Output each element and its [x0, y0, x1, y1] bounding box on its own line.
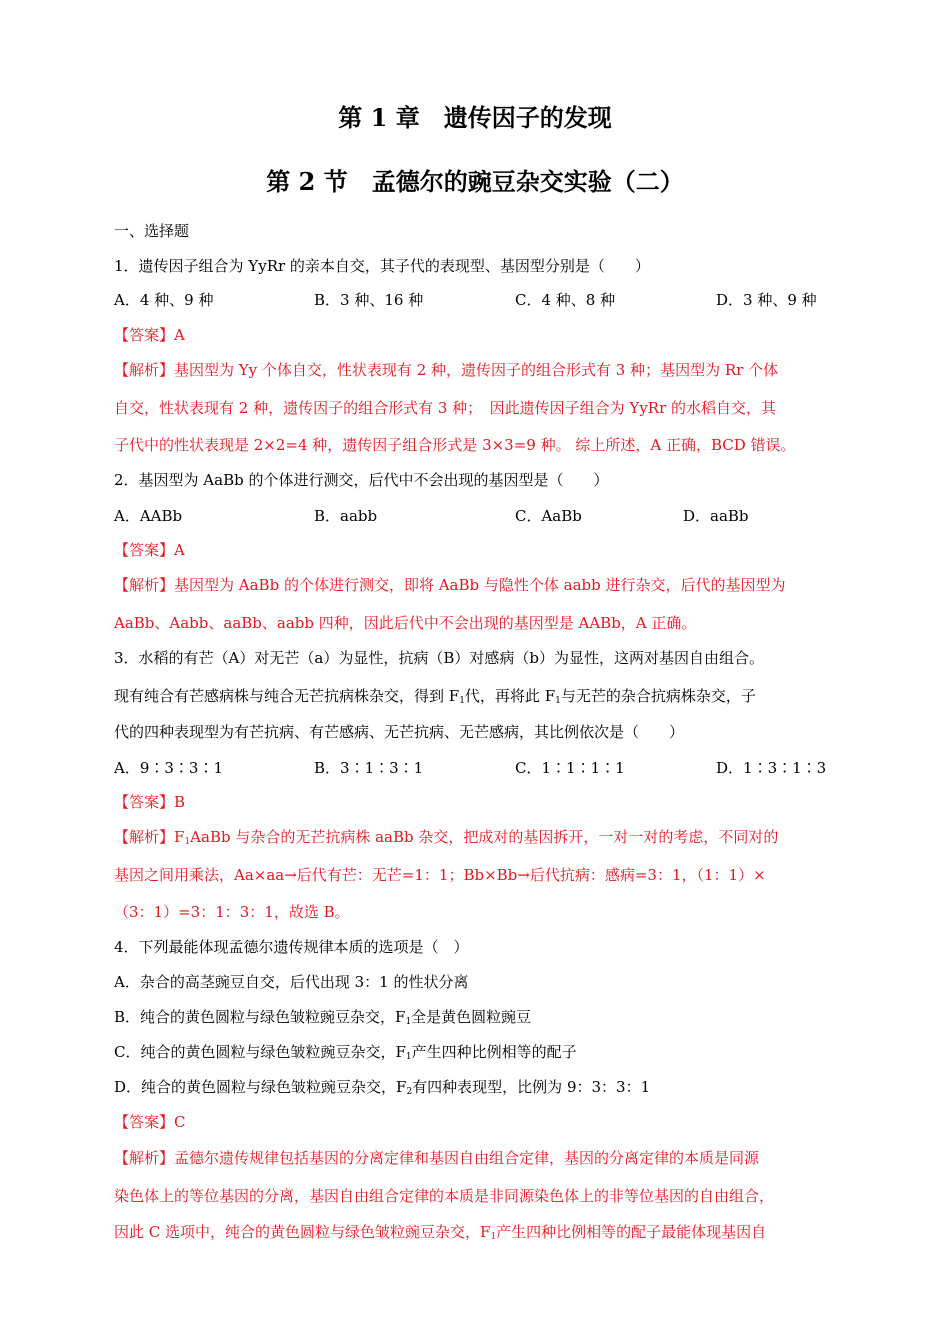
- analysis-label: 【解析】: [114, 576, 175, 594]
- analysis-text: 基因型为 AaBb 的个体进行测交，即将 AaBb 与隐性个体 aabb 进行杂交，后代的基因型为: [174, 576, 786, 594]
- subscript: 1: [405, 1052, 412, 1062]
- question-3-stem-line-2: [114, 686, 756, 711]
- q1-analysis-line-1: [114, 360, 778, 380]
- q4-option-d: [114, 1077, 650, 1102]
- q2-answer: 【答案】A: [114, 541, 185, 559]
- subscript: 1: [405, 1017, 412, 1027]
- q3-option-a: A．9∶3∶3∶1: [114, 759, 224, 777]
- q1-analysis-line-2: 自交，性状表现有 2 种，遗传因子的组合形式有 3 种； 因此遗传因子组合为 YyRr 的水稻自交，其: [114, 399, 777, 417]
- q1-answer: 【答案】A: [114, 326, 185, 344]
- analysis-text: 因此 C 选项中，纯合的黄色圆粒与绿色皱粒豌豆杂交，F: [114, 1223, 491, 1241]
- analysis-label: 【解析】: [114, 828, 175, 846]
- option-text: 有四种表现型，比例为 9：3：3：1: [412, 1078, 651, 1096]
- option-text: B．纯合的黄色圆粒与绿色皱粒豌豆杂交，F: [114, 1008, 406, 1026]
- q3-option-b: B．3∶1∶3∶1: [314, 759, 424, 777]
- q4-option-c: [114, 1042, 577, 1067]
- q1-option-c: C．4 种、8 种: [515, 291, 616, 309]
- q4-analysis-line-2: 染色体上的等位基因的分离，基因自由组合定律的本质是非同源染色体上的非等位基因的自由组合，: [114, 1187, 775, 1205]
- question-4-stem: 4．下列最能体现孟德尔遗传规律本质的选项是（ ）: [114, 938, 469, 956]
- q1-analysis-line-3: 子代中的性状表现是 2×2=4 种，遗传因子组合形式是 3×3=9 种。 综上所述，A 正确，BCD 错误。: [114, 436, 796, 454]
- q1-option-d: D．3 种、9 种: [716, 291, 817, 309]
- q4-analysis-line-1: [114, 1148, 759, 1168]
- q2-option-d: D．aaBb: [683, 507, 749, 525]
- analysis-text: F: [174, 828, 185, 846]
- q3-analysis-line-3: （3：1）=3：1：3：1，故选 B。: [114, 903, 350, 921]
- q2-analysis-line-2: AaBb、Aabb、aaBb、aabb 四种，因此后代中不会出现的基因型是 AABb，A 正确。: [114, 614, 697, 632]
- q2-option-a: A．AABb: [114, 507, 183, 525]
- q3-analysis-line-2: 基因之间用乘法，Aa×aa→后代有芒：无芒=1：1；Bb×Bb→后代抗病：感病=3：1，（1：1）×: [114, 866, 766, 884]
- stem-text: 现有纯合有芒感病株与纯合无芒抗病株杂交，得到 F: [114, 687, 460, 705]
- analysis-text: 产生四种比例相等的配子最能体现基因自: [496, 1223, 767, 1241]
- analysis-text: 基因型为 Yy 个体自交，性状表现有 2 种，遗传因子的组合形式有 3 种；基因型为 Rr 个体: [174, 361, 779, 379]
- analysis-text: 孟德尔遗传规律包括基因的分离定律和基因自由组合定律，基因的分离定律的本质是同源: [174, 1149, 760, 1167]
- analysis-label: 【解析】: [114, 1149, 175, 1167]
- q4-option-b: [114, 1007, 531, 1032]
- q1-option-a: A．4 种、9 种: [114, 291, 214, 309]
- q2-option-b: B．aabb: [314, 507, 378, 525]
- option-text: 产生四种比例相等的配子: [411, 1043, 577, 1061]
- section-title: 第 2 节 孟德尔的豌豆杂交实验（二）: [266, 167, 684, 196]
- q2-analysis-line-1: [114, 575, 786, 595]
- q3-option-c: C．1∶1∶1∶1: [515, 759, 625, 777]
- q4-analysis-line-3: [114, 1222, 766, 1247]
- q4-option-a: A．杂合的高茎豌豆自交，后代出现 3：1 的性状分离: [114, 973, 469, 991]
- question-3-stem-line-1: 3．水稻的有芒（A）对无芒（a）为显性，抗病（B）对感病（b）为显性，这两对基因自由组合。: [114, 649, 764, 667]
- q2-option-c: C．AaBb: [515, 507, 582, 525]
- question-3-stem-line-3: 代的四种表现型为有芒抗病、有芒感病、无芒抗病、无芒感病，其比例依次是（ ）: [114, 723, 685, 741]
- q3-answer: 【答案】B: [114, 793, 186, 811]
- analysis-label: 【解析】: [114, 361, 175, 379]
- q3-option-d: D．1∶3∶1∶3: [716, 759, 827, 777]
- subscript: 1: [555, 696, 561, 706]
- q4-answer: 【答案】C: [114, 1113, 186, 1131]
- chapter-title: 第 1 章 遗传因子的发现: [338, 103, 612, 132]
- q3-analysis-line-1: [114, 827, 778, 852]
- subscript: 1: [184, 837, 191, 847]
- question-2-stem: 2．基因型为 AaBb 的个体进行测交，后代中不会出现的基因型是（ ）: [114, 471, 609, 489]
- analysis-text: AaBb 与杂合的无芒抗病株 aaBb 杂交，把成对的基因拆开，一对一对的考虑，不同对的: [190, 828, 779, 846]
- subscript: 2: [406, 1087, 413, 1097]
- stem-text: 代，再将此 F: [464, 687, 556, 705]
- option-text: C．纯合的黄色圆粒与绿色皱粒豌豆杂交，F: [114, 1043, 406, 1061]
- q1-option-b: B．3 种、16 种: [314, 291, 424, 309]
- stem-text: 与无芒的杂合抗病株杂交，子: [560, 687, 756, 705]
- option-text: D．纯合的黄色圆粒与绿色皱粒豌豆杂交，F: [114, 1078, 407, 1096]
- option-text: 全是黄色圆粒豌豆: [411, 1008, 532, 1026]
- subscript: 1: [459, 696, 465, 706]
- question-1-stem: 1．遗传因子组合为 YyRr 的亲本自交，其子代的表现型、基因型分别是（ ）: [114, 257, 650, 275]
- section-heading: 一、选择题: [114, 222, 190, 240]
- subscript: 1: [490, 1232, 497, 1242]
